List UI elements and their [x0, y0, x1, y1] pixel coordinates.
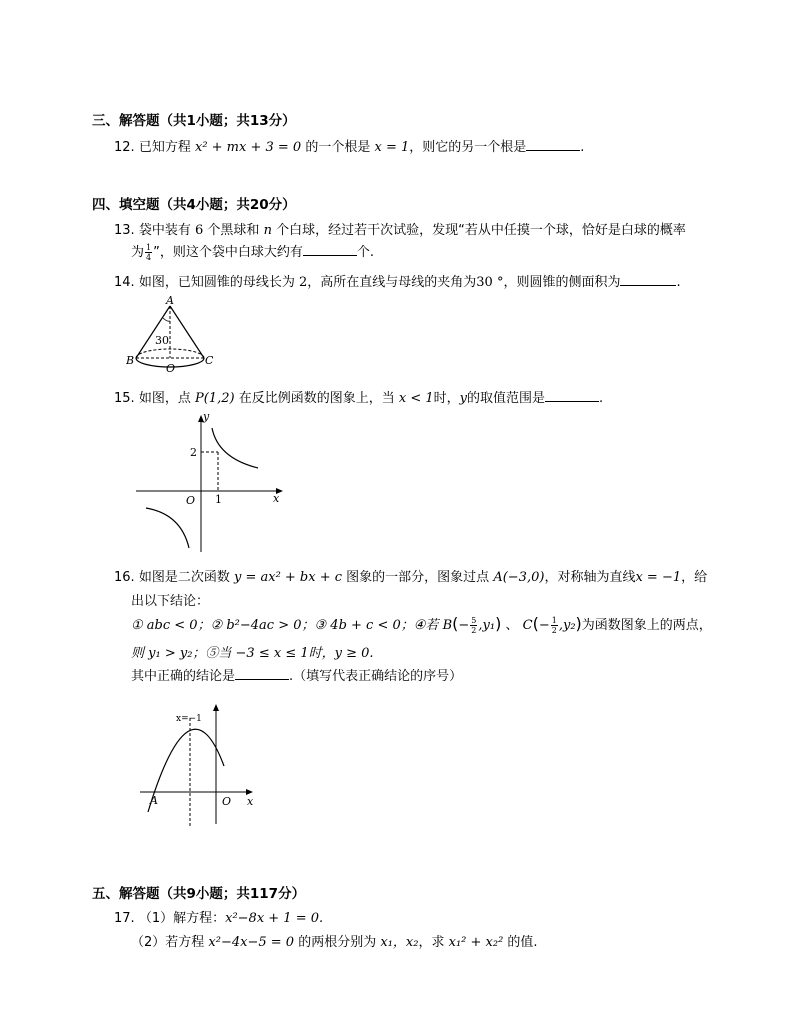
- origin-label: O: [186, 494, 196, 507]
- answer-blank[interactable]: [235, 667, 289, 680]
- label-a: A: [166, 294, 174, 307]
- question-number: 14.: [114, 275, 135, 290]
- question-14: 14. 如图，已知圆锥的母线长为 2，高所在直线与母线的夹角为30 °，则圆锥的侧面积为 .: [114, 275, 681, 290]
- question-number: 17.: [114, 911, 135, 926]
- answer-blank[interactable]: [545, 389, 599, 402]
- angle-label: 30: [155, 334, 169, 347]
- question-16: 16. 如图是二次函数 y = ax² + bx + c 图象的一部分，图象过点 A(−3,0)，对称轴为直线x = −1，给: [114, 570, 708, 585]
- x-tick-1: 1: [215, 493, 222, 506]
- section-heading-3: 三、解答题（共1小题；共13分）: [92, 113, 296, 129]
- label-c: C: [205, 354, 214, 367]
- question-15: 15. 如图，点 P(1,2) 在反比例函数的图象上，当 x < 1时，y的取值范围是 .: [114, 391, 604, 406]
- section-heading-5: 五、解答题（共9小题；共117分）: [92, 886, 306, 902]
- question-number: 13.: [114, 223, 135, 238]
- section-heading-4: 四、填空题（共4小题；共20分）: [92, 197, 296, 213]
- question-16-line-2: 出以下结论：: [131, 594, 210, 609]
- point-a-label: A: [150, 794, 158, 807]
- x-axis-label: x: [247, 795, 254, 808]
- y-tick-2: 2: [190, 446, 197, 459]
- symmetry-axis-label: x=−1: [176, 714, 202, 724]
- fraction: $\frac{1}{4}$: [146, 243, 152, 262]
- question-16-line-4: 则 y₁ > y₂；⑤当 −3 ≤ x ≤ 1时，y ≥ 0.: [131, 646, 374, 661]
- answer-blank[interactable]: [303, 243, 357, 256]
- inverse-function-graph: [136, 410, 286, 554]
- parabola-graph: [136, 700, 260, 830]
- answer-blank[interactable]: [526, 138, 580, 151]
- question-17-part-2: （2）若方程 x²−4x−5 = 0 的两根分别为 x₁，x₂，求 x₁² + x₂² 的值.: [131, 935, 538, 950]
- question-16-line-3: ① abc < 0；② b²−4ac > 0；③ 4b + c < 0；④若 B(− $\frac{5}{2}$ ,y₁) 、 C(− $\frac{1}{2}$ ,y₂)为函数图象上的两点，: [131, 614, 712, 635]
- question-number: 16.: [114, 570, 135, 585]
- question-16-line-5: 其中正确的结论是 .（填写代表正确结论的序号）: [131, 669, 463, 684]
- question-13-line-2: 为 $\frac{1}{4}$ ”，则这个袋中白球大约有 个.: [131, 243, 374, 262]
- equation: x² + mx + 3 = 0: [194, 140, 302, 155]
- question-number: 15.: [114, 391, 135, 406]
- answer-blank[interactable]: [620, 273, 676, 286]
- cone-diagram: [126, 292, 218, 376]
- x-axis-label: x: [273, 492, 280, 505]
- question-17-part-1: 17. （1）解方程：x²−8x + 1 = 0.: [114, 911, 324, 926]
- label-b: B: [126, 354, 135, 367]
- question-number: 12.: [114, 140, 135, 155]
- origin-label: O: [222, 795, 232, 808]
- label-o: O: [166, 362, 176, 375]
- y-axis-label: y: [203, 410, 210, 423]
- question-13: 13. 袋中装有 6 个黑球和 n 个白球，经过若干次试验，发现“若从中任摸一个球，恰好是白球的概率: [114, 223, 686, 238]
- question-12: 12. 已知方程 x² + mx + 3 = 0 的一个根是 x = 1，则它的另一个根是 .: [114, 140, 585, 155]
